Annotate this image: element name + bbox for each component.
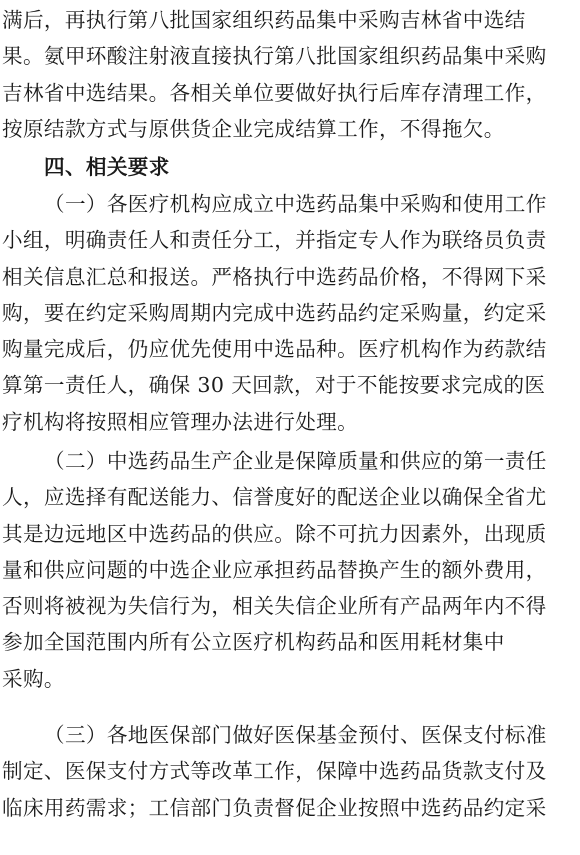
text-line: 制定、医保支付方式等改革工作，保障中选药品货款支付及 [2,759,547,784]
text-line: 满后，再执行第八批国家组织药品集中采购吉林省中选结 [2,8,526,32]
section-heading [2,149,576,185]
paragraph-item-one [2,186,576,440]
text-line: 参加全国范围内所有公立医疗机构药品和医用耗材集中 [2,630,505,655]
heading-text: 四、相关要求 [44,155,170,179]
text-line: 人，应选择有配送能力、信誉度好的配送企业以确保全省尤 [2,485,547,510]
text-line: 小组，明确责任人和责任分工，并指定专人作为联络员负责 [2,228,547,253]
text-line: （三）各地医保部门做好医保基金预付、医保支付标准 [44,723,547,747]
paragraph-continuation [2,2,576,147]
text-line: 算第一责任人，确保 30 天回款，对于不能按要求完成的医 [2,373,546,398]
text-line: 按原结款方式与原供货企业完成结算工作，不得拖欠。 [2,116,505,141]
paragraph-item-three [2,717,576,826]
text-line: 购量完成后，仍应优先使用中选品种。医疗机构作为药款结 [2,337,547,362]
text-line: 其是边远地区中选药品的供应。除不可抗力因素外，出现质 [2,521,547,546]
text-line: 相关信息汇总和报送。严格执行中选药品价格，不得网下采 [2,264,547,289]
text-line: 临床用药需求；工信部门负责督促企业按照中选药品约定采 [2,795,547,820]
text-line: 吉林省中选结果。各相关单位要做好执行后库存清理工作， [2,80,547,105]
text-line: 否则将被视为失信行为，相关失信企业所有产品两年内不得 [2,594,547,619]
text-line: 疗机构将按照相应管理办法进行处理。 [2,409,359,434]
text-line: 购，要在约定采购周期内完成中选药品约定采购量，约定采 [2,300,547,325]
text-line: （一）各医疗机构应成立中选药品集中采购和使用工作 [44,192,547,216]
text-line: 量和供应问题的中选企业应承担药品替换产生的额外费用， [2,557,547,582]
text-line: 采购。 [2,666,65,691]
text-line: （二）中选药品生产企业是保障质量和供应的第一责任 [44,449,547,473]
paragraph-item-two [2,443,576,697]
text-line: 果。氨甲环酸注射液直接执行第八批国家组织药品集中采购 [2,44,547,69]
